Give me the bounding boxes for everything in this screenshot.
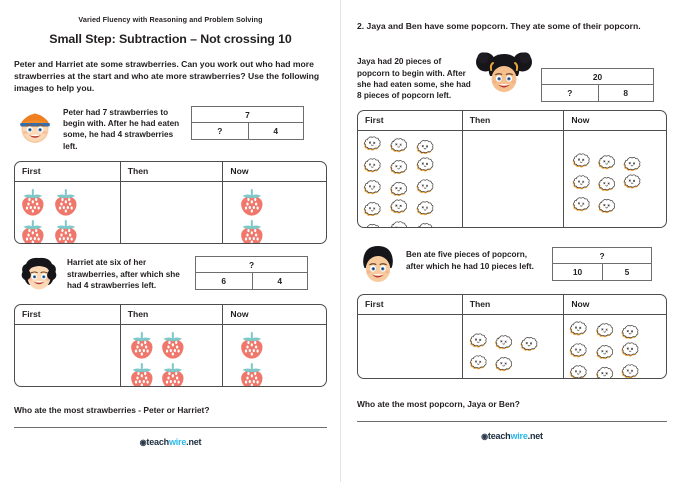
peter-avatar — [14, 104, 56, 146]
popcorn-group — [358, 131, 462, 228]
jaya-bar-whole: 20 — [542, 69, 653, 85]
ben-section-header — [357, 242, 667, 286]
strawberry-icon — [20, 187, 52, 217]
cell-first — [358, 131, 463, 228]
harriet-bar-whole: ? — [196, 257, 307, 273]
brand-text-net: .net — [186, 437, 202, 448]
jaya-section-header — [357, 48, 667, 102]
popcorn-icon — [414, 221, 438, 228]
column-header-now: Now — [230, 309, 249, 320]
strawberry-icon — [129, 361, 159, 387]
cell-now — [223, 182, 326, 244]
popcorn-icon — [594, 343, 617, 363]
harriet-first-then-now-table — [14, 304, 327, 387]
peter-statement: Peter had 7 strawberries to begin with. After he had eaten some, he had 4 strawberries left. — [63, 107, 180, 151]
popcorn-icon — [388, 158, 412, 178]
cell-first — [15, 182, 121, 244]
jaya-avatar — [475, 48, 533, 100]
worksheet-subheading: Varied Fluency with Reasoning and Problem Solving — [78, 15, 263, 24]
ben-bar-model — [552, 247, 652, 281]
table-body-row — [15, 182, 326, 244]
column-header-now: Now — [571, 115, 590, 126]
left-worksheet-panel — [0, 0, 341, 482]
table-header-row — [358, 295, 666, 315]
popcorn-icon — [594, 321, 617, 341]
ben-first-then-now-table — [357, 294, 667, 379]
popcorn-icon — [467, 353, 490, 373]
harriet-bar-model — [195, 256, 308, 290]
column-header-then: Then — [463, 111, 565, 130]
column-header-first: First — [15, 162, 121, 181]
popcorn-icon — [493, 355, 516, 375]
popcorn-icon — [414, 177, 438, 197]
answer-rule — [357, 421, 667, 422]
brand-text-wire: wire — [168, 437, 187, 448]
popcorn-icon — [571, 173, 594, 193]
table-body-row — [15, 325, 326, 387]
right-question: Who ate the most popcorn, Jaya or Ben? — [357, 399, 520, 410]
popcorn-icon — [414, 199, 438, 219]
peter-bar-part-left: ? — [217, 125, 223, 136]
table-header-row — [15, 305, 326, 325]
column-header-then: Then — [463, 295, 565, 314]
table-body-row — [358, 131, 666, 228]
peter-bar-whole: 7 — [192, 107, 303, 123]
strawberry-icon — [239, 361, 281, 387]
jaya-first-then-now-table — [357, 110, 667, 228]
strawberry-icon — [129, 330, 159, 360]
column-header-then: Then — [121, 305, 224, 324]
popcorn-icon — [388, 197, 412, 217]
popcorn-icon — [362, 178, 386, 198]
strawberry-icon — [239, 218, 281, 244]
peter-bar-model — [191, 106, 304, 140]
cell-then — [121, 325, 224, 387]
harriet-avatar — [18, 253, 60, 295]
popcorn-icon — [414, 155, 438, 175]
column-header-first: First — [358, 295, 463, 314]
strawberry-icon — [53, 218, 85, 244]
popcorn-group — [564, 315, 666, 379]
strawberry-icon — [239, 187, 281, 217]
brand-dot-icon: ◉ — [481, 432, 488, 442]
strawberry-icon — [53, 187, 85, 217]
popcorn-icon — [594, 365, 617, 379]
column-header-first: First — [15, 305, 121, 324]
jaya-bar-model — [541, 68, 654, 102]
right-question-heading: 2. Jaya and Ben have some popcorn. They ate some of their popcorn. — [357, 21, 641, 31]
column-header-now: Now — [571, 299, 590, 310]
column-header-first: First — [358, 111, 463, 130]
cell-now — [223, 325, 326, 387]
peter-bar-part-right: 4 — [248, 123, 304, 139]
ben-bar-part-right: 5 — [602, 264, 651, 280]
popcorn-icon — [568, 341, 591, 361]
popcorn-icon — [362, 222, 386, 228]
brand-text-teach: teach — [487, 431, 511, 442]
jaya-bar-part-left: ? — [567, 88, 573, 99]
popcorn-group — [564, 131, 666, 219]
cell-now — [564, 131, 666, 228]
popcorn-icon — [518, 335, 541, 355]
harriet-statement: Harriet ate six of her strawberries, after which she had 4 strawberries left. — [67, 258, 180, 291]
cell-first — [15, 325, 121, 387]
popcorn-icon — [362, 134, 386, 154]
strawberry-group — [223, 182, 326, 244]
popcorn-icon — [388, 219, 412, 228]
jaya-statement: Jaya had 20 pieces of popcorn to begin with. After she had eaten some, she had 8 pieces of popcorn left. — [357, 57, 471, 101]
strawberry-group — [121, 325, 223, 387]
teachwire-logo — [357, 431, 667, 441]
popcorn-icon — [620, 362, 643, 379]
table-header-row — [15, 162, 326, 182]
strawberry-group — [223, 325, 326, 387]
page-title: Small Step: Subtraction – Not crossing 10 — [49, 32, 292, 46]
table-header-row — [358, 111, 666, 131]
cell-then — [121, 182, 224, 244]
popcorn-icon — [596, 153, 619, 173]
ben-statement: Ben ate five pieces of popcorn, after which he had 10 pieces left. — [406, 250, 534, 271]
popcorn-group — [358, 315, 462, 324]
strawberry-group — [121, 182, 223, 191]
cell-then — [463, 131, 565, 228]
strawberry-icon — [160, 361, 190, 387]
popcorn-icon — [571, 151, 594, 171]
harriet-bar-part-right: 4 — [252, 273, 308, 289]
peter-first-then-now-table — [14, 161, 327, 244]
popcorn-icon — [362, 200, 386, 220]
table-body-row — [358, 315, 666, 379]
strawberry-group — [15, 182, 120, 244]
ben-avatar — [357, 242, 399, 286]
brand-dot-icon: ◉ — [139, 438, 147, 448]
popcorn-icon — [596, 197, 619, 217]
column-header-then: Then — [121, 162, 224, 181]
popcorn-icon — [571, 195, 594, 215]
cell-first — [358, 315, 463, 379]
popcorn-icon — [620, 340, 643, 360]
intro-paragraph: Peter and Harriet ate some strawberries. Can you work out who had more strawberries at the start and who ate more strawberries? Use the following images to help you. — [14, 59, 320, 94]
brand-text-wire: wire — [510, 431, 528, 442]
cell-now — [564, 315, 666, 379]
popcorn-icon — [621, 172, 644, 192]
popcorn-icon — [596, 175, 619, 195]
harriet-section-header — [14, 253, 327, 295]
cell-then — [463, 315, 565, 379]
popcorn-icon — [388, 136, 412, 156]
popcorn-group — [463, 315, 564, 378]
harriet-bar-part-left: 6 — [221, 276, 227, 287]
brand-text-teach: teach — [146, 437, 169, 448]
brand-text-net: .net — [527, 431, 543, 442]
strawberry-icon — [20, 218, 52, 244]
popcorn-icon — [568, 319, 591, 339]
peter-section-header — [14, 104, 327, 153]
left-question: Who ate the most strawberries - Peter or Harriet? — [14, 405, 210, 416]
strawberry-icon — [239, 330, 281, 360]
jaya-bar-part-right: 8 — [598, 85, 654, 101]
strawberry-group — [15, 325, 120, 334]
popcorn-group — [463, 131, 564, 140]
popcorn-icon — [467, 331, 490, 351]
strawberry-icon — [160, 330, 190, 360]
ben-bar-part-left: 10 — [572, 267, 583, 278]
teachwire-logo — [14, 437, 327, 447]
right-worksheet-panel — [341, 0, 683, 482]
column-header-now: Now — [230, 166, 249, 177]
popcorn-icon — [568, 363, 591, 379]
popcorn-icon — [362, 156, 386, 176]
ben-bar-whole: ? — [553, 248, 651, 264]
popcorn-icon — [493, 333, 516, 353]
answer-rule — [14, 427, 327, 428]
